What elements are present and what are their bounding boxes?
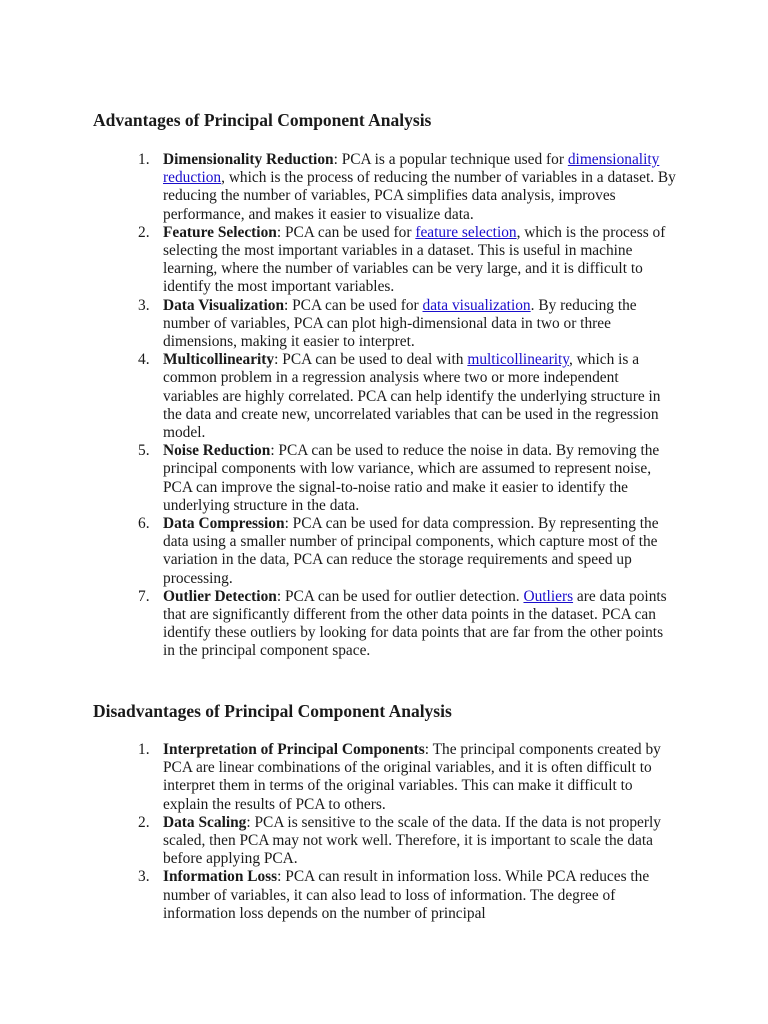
list-number: 7. <box>138 587 150 605</box>
item-term: Feature Selection <box>163 223 277 241</box>
outliers-link[interactable]: Outliers <box>523 587 574 605</box>
item-text: : PCA can be used to reduce the noise in data. By removing the principal components with low variance, which are assumed to represent noise, PCA can improve the signal-to-noise ratio and make it easier to identify the underlying structure in the data. <box>163 442 660 514</box>
item-text: : PCA is a popular technique used for <box>333 151 568 168</box>
item-text: : PCA is sensitive to the scale of the data. If the data is not properly scaled, then PCA may not work well. Therefore, it is important to scale the data before applying PCA. <box>163 813 661 868</box>
item-term: Multicollinearity <box>163 351 275 369</box>
feature-selection-link[interactable]: feature selection <box>415 223 517 241</box>
list-item <box>0 224 676 297</box>
list-number: 3. <box>138 868 150 886</box>
item-text: : PCA can result in information loss. While PCA reduces the number of variables, it can also lead to loss of information. The degree of information loss depends on the number of principal <box>163 868 650 922</box>
advantages-list <box>0 151 768 661</box>
list-number: 2. <box>138 813 150 831</box>
item-text: : PCA can be used for data compression. By representing the data using a smaller number of principal components, which capture most of the variation in the data, PCA can reduce the storage requirements and speed up processing. <box>163 515 659 587</box>
item-term: Data Compression <box>163 515 285 533</box>
list-item <box>0 151 676 224</box>
list-number: 4. <box>138 351 150 369</box>
item-text: : PCA can be used for <box>284 296 423 314</box>
item-text: , which is the process of selecting the most important variables in a dataset. This is useful in machine learning, where the number of variables can be very large, and it is difficult to identify the most important variables. <box>163 223 666 296</box>
item-text: : PCA can be used for outlier detection. <box>276 587 524 605</box>
item-term: Interpretation of Principal Components <box>163 741 425 758</box>
item-term: Information Loss <box>163 868 278 886</box>
list-number: 5. <box>138 442 150 460</box>
item-text: . By reducing the number of variables, PCA can plot high-dimensional data in two or three dimensions, making it easier to interpret. <box>163 296 637 351</box>
list-item <box>0 588 676 661</box>
advantages-heading: Advantages of Principal Component Analysis <box>93 110 432 130</box>
list-number: 2. <box>138 223 150 241</box>
disadvantages-list <box>0 741 768 923</box>
item-term: Data Scaling <box>163 813 247 831</box>
list-item <box>0 442 676 515</box>
list-item <box>0 351 676 442</box>
item-text: , which is the process of reducing the number of variables in a dataset. By reducing the number of variables, PCA simplifies data analysis, improves performance, and makes it easier to visualize data. <box>163 169 676 223</box>
list-item <box>0 297 676 352</box>
list-number: 1. <box>138 741 150 758</box>
data-visualization-link[interactable]: data visualization <box>422 296 531 314</box>
list-item <box>0 868 676 923</box>
list-item <box>0 515 676 588</box>
list-item <box>0 814 676 869</box>
item-text: are data points that are significantly different from the other data points in the dataset. PCA can identify these outliers by looking for data points that are far from the other points in the principal component space. <box>163 587 667 660</box>
item-term: Noise Reduction <box>163 442 271 460</box>
list-number: 3. <box>138 296 150 314</box>
item-text: , which is a common problem in a regression analysis where two or more independent variables are highly correlated. PCA can help identify the underlying structure in the data and create new, uncorrelated variables that can be used in the regression model. <box>163 351 661 442</box>
item-term: Outlier Detection <box>163 587 277 605</box>
list-number: 1. <box>138 151 150 168</box>
list-item <box>0 741 676 814</box>
item-term: Dimensionality Reduction <box>163 151 334 168</box>
item-term: Data Visualization <box>163 296 284 314</box>
disadvantages-heading: Disadvantages of Principal Component Analysis <box>93 701 452 721</box>
item-text: : The principal components created by PCA are linear combinations of the original variables, and it is often difficult to interpret them in terms of the original variables. This can make it difficult to explain the results of PCA to others. <box>163 741 661 813</box>
item-text: : PCA can be used to deal with <box>274 351 468 369</box>
list-number: 6. <box>138 515 150 533</box>
dimensionality-reduction-link[interactable]: dimensionality reduction <box>163 151 660 187</box>
multicollinearity-link[interactable]: multicollinearity <box>467 351 569 369</box>
item-text: : PCA can be used for <box>276 223 416 241</box>
